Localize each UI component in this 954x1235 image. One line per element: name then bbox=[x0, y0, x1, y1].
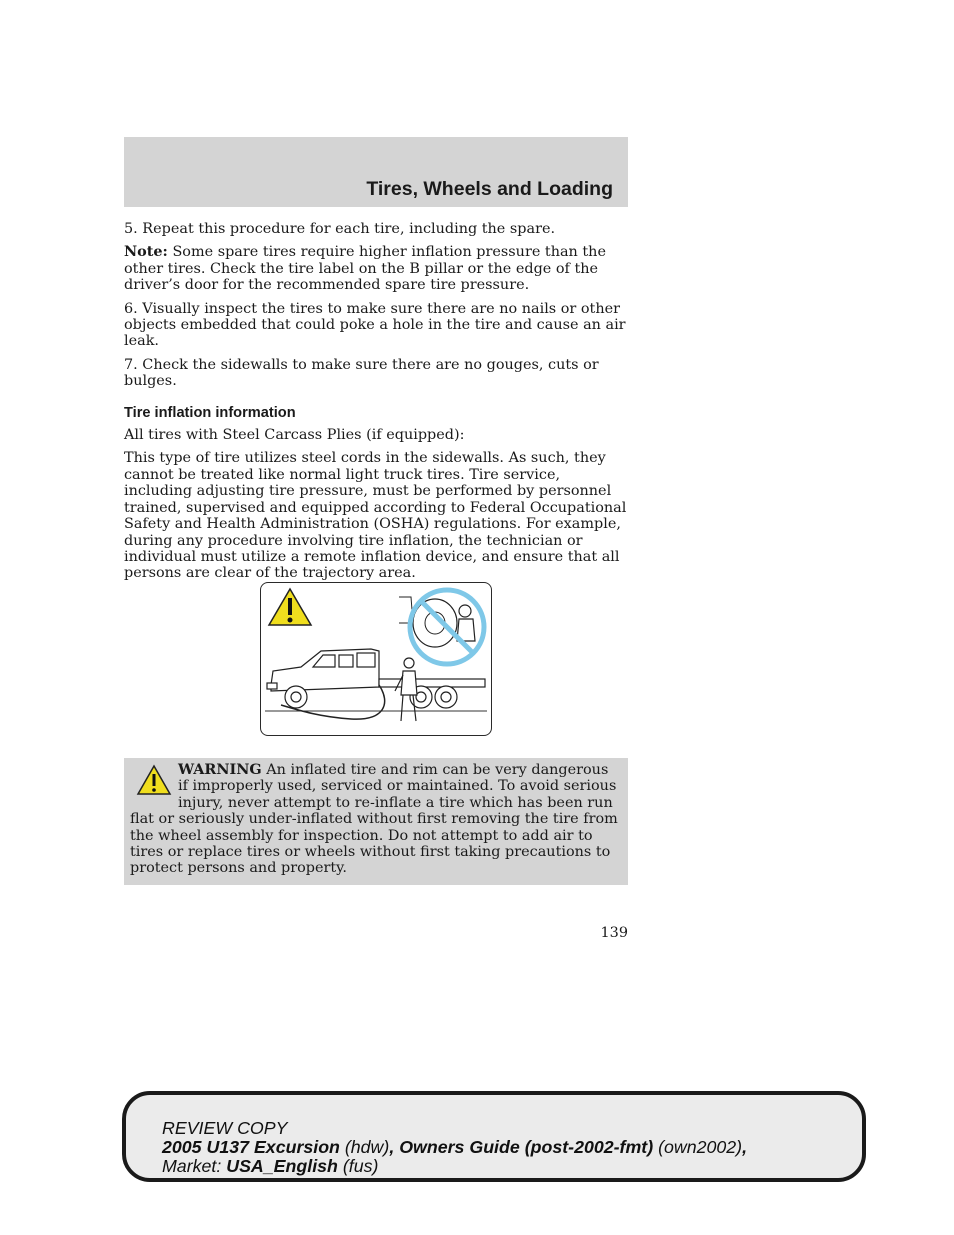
step-6: 6. Visually inspect the tires to make sure there are no nails or other objects embedded that could poke a hole in the tire and cause an air leak. bbox=[124, 300, 626, 350]
section-header-band bbox=[124, 137, 628, 207]
footer-text bbox=[162, 1119, 747, 1176]
step-7: 7. Check the sidewalls to make sure there are no gouges, cuts or bulges. bbox=[124, 356, 599, 390]
truck-drawing bbox=[267, 649, 485, 708]
footer-market-label: Market: bbox=[162, 1156, 227, 1176]
technician-figure bbox=[395, 658, 417, 721]
footer-model: 2005 U137 Excursion bbox=[162, 1137, 340, 1157]
note-text: Some spare tires require higher inflation pressure than the other tires. Check the tire label on the B pillar or the edge of the driver’s door for the recommended spare tire pressure. bbox=[124, 244, 606, 294]
section-title: Tires, Wheels and Loading bbox=[366, 178, 613, 200]
page-number: 139 bbox=[600, 925, 628, 941]
footer-line-1: REVIEW COPY bbox=[162, 1118, 288, 1138]
illustration-svg bbox=[261, 583, 491, 735]
footer-model-code: (hdw) bbox=[339, 1137, 390, 1157]
footer-line-3 bbox=[162, 1157, 747, 1176]
note-label: Note: bbox=[124, 243, 168, 261]
note-paragraph bbox=[124, 244, 628, 293]
tire-inflation-illustration bbox=[260, 582, 492, 736]
step-5: 5. Repeat this procedure for each tire, including the spare. bbox=[124, 221, 556, 237]
main-content bbox=[124, 221, 628, 589]
footer-line-2 bbox=[162, 1138, 747, 1157]
review-copy-footer bbox=[122, 1091, 866, 1182]
warning-label: WARNING bbox=[178, 761, 262, 778]
warning-text: An inflated tire and rim can be very dangerous if improperly used, serviced or maintained. To avoid serious injury, never attempt to re-inflate a tire which has been run flat or seriously under-inflated without first removing the tire from the wheel assembly for inspection. Do not attempt to add air to tires or replace tires or wheels without first taking precautions to protect persons and property. bbox=[130, 762, 618, 877]
warning-box bbox=[124, 758, 628, 885]
steel-cords-paragraph: This type of tire utilizes steel cords in the sidewalls. As such, they cannot be treated like normal light truck tires. Tire service, including adjusting tire pressure, must be performed by personnel trained, supervised and equipped according to Federal Occupational Safety and Health Administration (OSHA) regulations. For example, during any procedure involving tire inflation, the technician or individual must utilize a remote inflation device, and ensure that all persons are clear of the trajectory area. bbox=[124, 450, 627, 582]
illustration-warning-icon bbox=[269, 589, 311, 625]
warning-triangle-icon bbox=[136, 764, 172, 796]
footer-market: USA_English bbox=[226, 1156, 338, 1176]
footer-guide: , Owners Guide (post-2002-fmt) bbox=[389, 1137, 654, 1157]
footer-guide-code: (own2002) bbox=[653, 1137, 743, 1157]
warning-text-block bbox=[130, 762, 620, 877]
footer-comma: , bbox=[742, 1137, 748, 1157]
steel-plies-paragraph: All tires with Steel Carcass Plies (if equipped): bbox=[124, 427, 465, 444]
footer-market-code: (fus) bbox=[337, 1156, 379, 1176]
subheading-tire-inflation: Tire inflation information bbox=[124, 404, 296, 421]
